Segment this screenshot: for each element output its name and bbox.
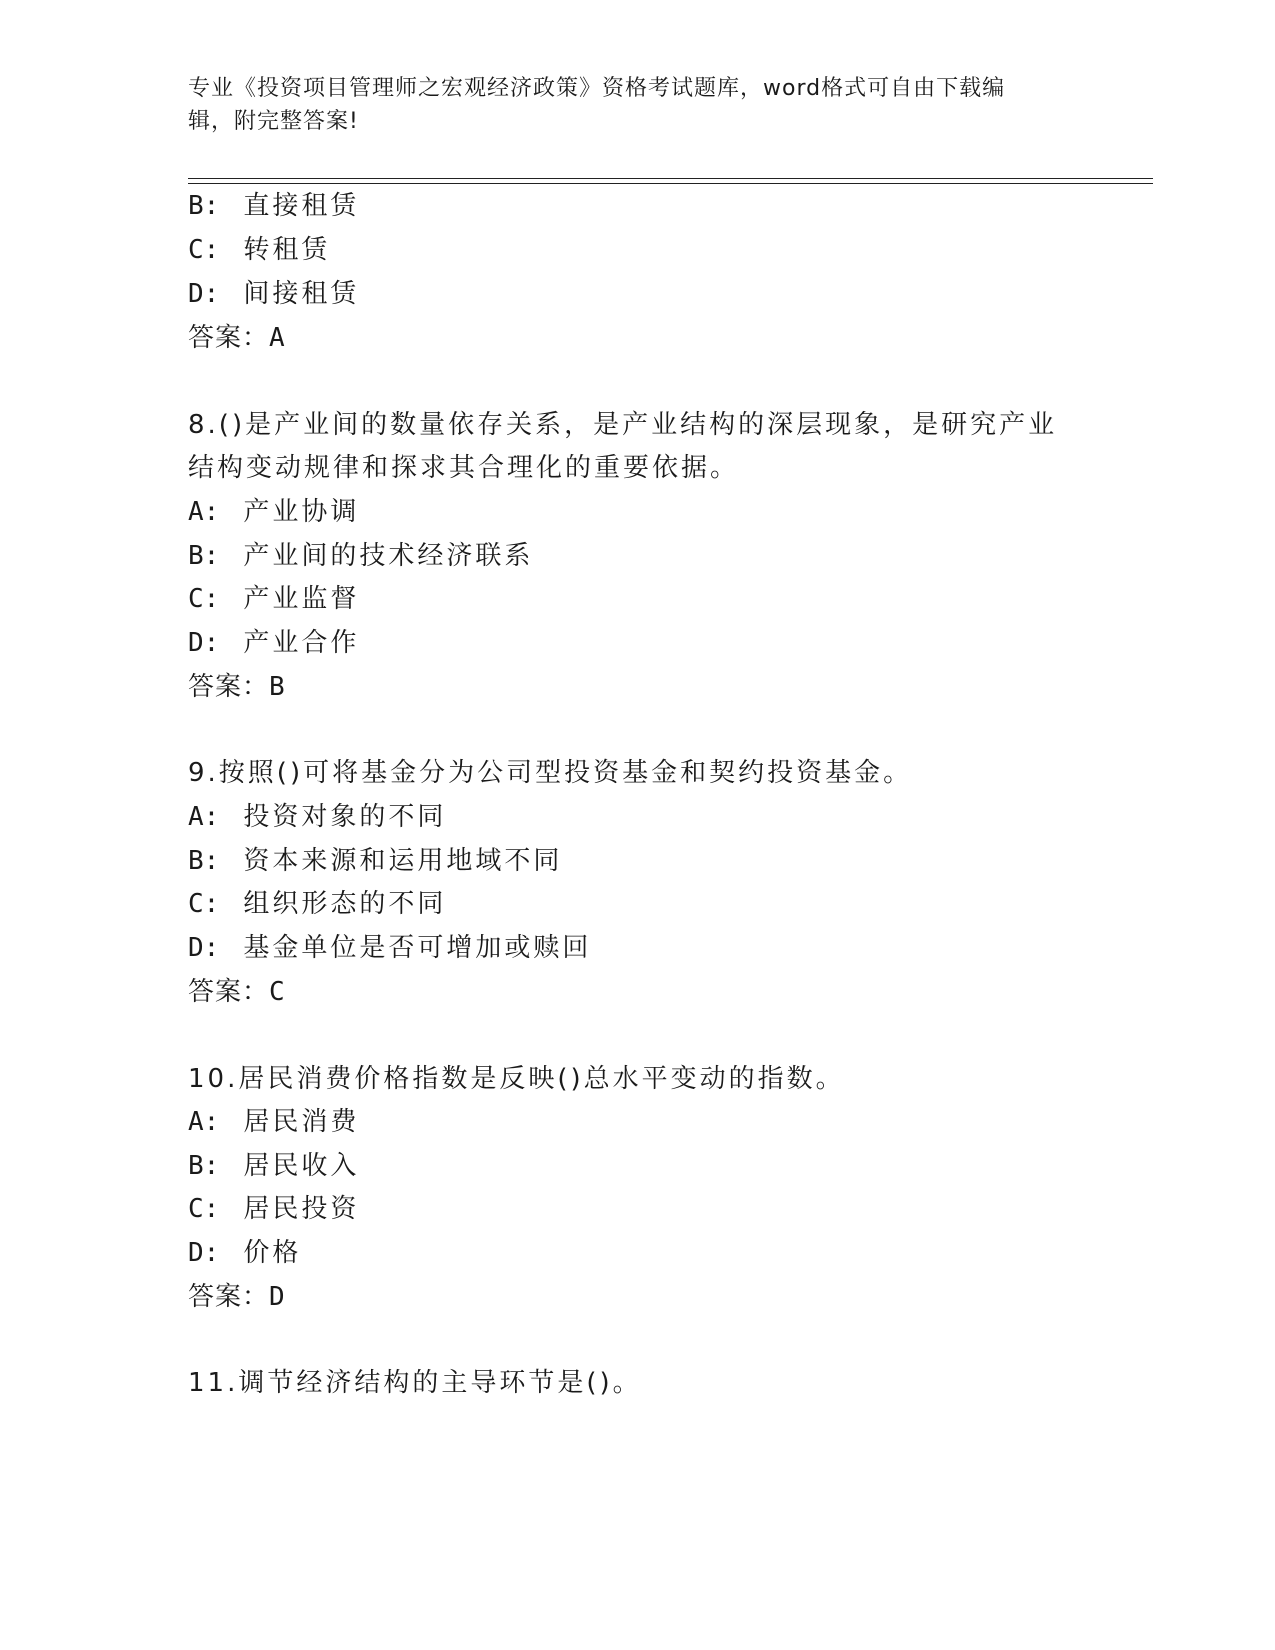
answer-line: 答案：D xyxy=(188,1282,286,1312)
question-text: 结构变动规律和探求其合理化的重要依据。 xyxy=(188,453,740,483)
header-divider-bottom xyxy=(188,183,1153,184)
option-line: D: 价格 xyxy=(188,1238,302,1268)
option-line: A: 居民消费 xyxy=(188,1107,360,1137)
option-line: D: 产业合作 xyxy=(188,628,360,658)
question-text: 10.居民消费价格指数是反映()总水平变动的指数。 xyxy=(188,1064,845,1094)
option-line: C: 产业监督 xyxy=(188,584,360,614)
header-line-1: 专业《投资项目管理师之宏观经济政策》资格考试题库，word格式可自由下载编 xyxy=(188,76,1006,101)
header-line-2: 辑，附完整答案! xyxy=(188,109,359,134)
question-text: 11.调节经济结构的主导环节是()。 xyxy=(188,1368,642,1398)
option-line: B: 产业间的技术经济联系 xyxy=(188,541,534,571)
option-line: D: 间接租赁 xyxy=(188,279,360,309)
option-line: C: 组织形态的不同 xyxy=(188,889,447,919)
option-line: A: 投资对象的不同 xyxy=(188,802,447,832)
option-line: B: 资本来源和运用地域不同 xyxy=(188,846,563,876)
option-line: A: 产业协调 xyxy=(188,497,360,527)
answer-line: 答案：B xyxy=(188,672,286,702)
question-text: 8.()是产业间的数量依存关系，是产业结构的深层现象，是研究产业 xyxy=(188,410,1058,440)
option-line: B: 直接租赁 xyxy=(188,191,360,221)
answer-line: 答案：C xyxy=(188,977,286,1007)
option-line: C: 居民投资 xyxy=(188,1194,360,1224)
answer-line: 答案：A xyxy=(188,323,286,353)
question-text: 9.按照()可将基金分为公司型投资基金和契约投资基金。 xyxy=(188,758,913,788)
option-line: D: 基金单位是否可增加或赎回 xyxy=(188,933,592,963)
option-line: C: 转租赁 xyxy=(188,235,331,265)
document-header xyxy=(188,72,1068,138)
header-divider-top xyxy=(188,178,1153,179)
option-line: B: 居民收入 xyxy=(188,1151,360,1181)
